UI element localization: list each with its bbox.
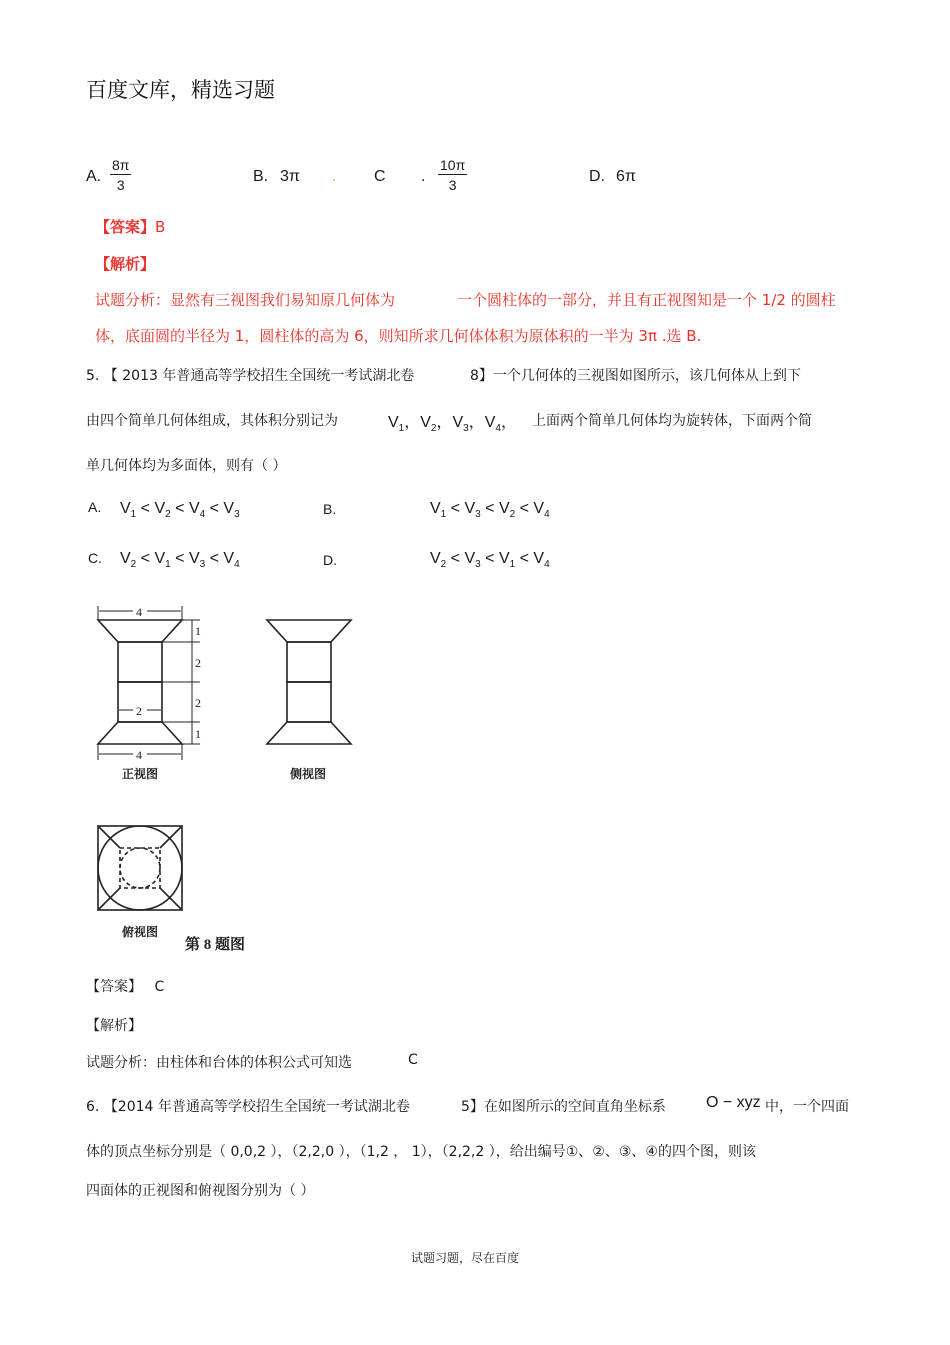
q4-option-a-label: A. — [86, 168, 102, 185]
page-header: 百度文库，精选习题 — [86, 78, 275, 102]
q5-line1b: 8】一个几何体的三视图如图所示，该几何体从上到下 — [470, 368, 801, 384]
side-view-drawing — [267, 620, 351, 744]
q5-option-d-label: D. — [323, 552, 337, 568]
q5-line2b: 上面两个简单几何体均为旋转体，下面两个简 — [532, 413, 812, 429]
q4-option-c-fraction — [438, 157, 467, 193]
q5-analysis-choice: C — [408, 1052, 418, 1068]
q4-answer-value: B — [155, 218, 166, 236]
q5-answer — [86, 976, 164, 996]
q6-line3: 四面体的正视图和俯视图分别为（ ） — [86, 1183, 315, 1199]
q5-line2a: 由四个简单几何体组成，其体积分别记为 — [86, 413, 338, 429]
q5-answer-label: 【答案】 — [86, 979, 142, 995]
q5-option-a-label: A. — [88, 499, 102, 515]
q5-line1a: 5. 【 2013 年普通高等学校招生全国统一考试湖北卷 — [86, 368, 415, 384]
q4-analysis-line1a: 试题分析：显然有三视图我们易知原几何体为 — [95, 291, 396, 309]
q5-option-d-expr: $V_2 < V_3 < V_1 < V_4$ — [430, 550, 550, 571]
q6-line1a: 6. 【2014 年普通高等学校招生全国统一考试湖北卷 — [86, 1099, 410, 1115]
dim-bottom-label: 4 — [136, 748, 142, 762]
q5-option-c-label: C. — [88, 550, 102, 566]
q4-option-b-value: 3π — [280, 168, 300, 185]
q5-option-b-label: B. — [323, 501, 337, 517]
q4-option-c-numerator: 10π — [440, 157, 466, 173]
q6-line1b: 5】在如图所示的空间直角坐标系 — [461, 1099, 666, 1115]
dim-right-4-label: 1 — [195, 727, 201, 741]
q5-option-b-expr: $V_1 < V_3 < V_2 < V_4$ — [430, 500, 550, 521]
q4-option-a-denominator: 3 — [116, 177, 125, 193]
q5-three-view-figure — [85, 598, 375, 958]
dim-right-1-label: 1 — [195, 624, 201, 638]
q4-option-c-denominator: 3 — [448, 177, 457, 193]
q4-answer — [95, 216, 165, 237]
side-view-caption: 侧视图 — [290, 767, 327, 781]
top-view-drawing — [98, 826, 182, 910]
q4-answer-label: 【答案】 — [95, 218, 156, 236]
q4-option-c-label: C — [374, 168, 386, 185]
q5-analysis-text: 试题分析：由柱体和台体的体积公式可知选 — [86, 1055, 352, 1071]
top-view-caption: 俯视图 — [122, 925, 159, 939]
q5-volumes-list: $V_1$，$V_2$，$V_3$，$V_4$， — [388, 414, 517, 435]
q6-coordinate-system: O − xyz — [706, 1094, 761, 1111]
q5-analysis-label: 【解析】 — [86, 1018, 142, 1034]
q5-option-a-expr: $V_1 < V_2 < V_4 < V_3$ — [120, 500, 240, 521]
q5-answer-value: C — [154, 979, 165, 995]
q4-analysis-line2: 体，底面圆的半径为 1，圆柱体的高为 6，则知所求几何体体积为原体积的一半为 3π .选 B. — [95, 327, 702, 345]
dim-mid-label: 2 — [136, 704, 142, 718]
dim-right-3-label: 2 — [195, 696, 201, 710]
front-view-caption: 正视图 — [122, 767, 159, 781]
page-footer: 试题习题，尽在百度 — [411, 1251, 520, 1265]
figure-caption: 第 8 题图 — [185, 937, 246, 953]
dim-top-label: 4 — [136, 605, 142, 619]
q6-line2: 体的顶点坐标分别是（ 0,0,2 ），（2,2,0 ），（1,2 ， 1），（2,2,2 ），给出编号①、②、③、④的四个图，则该 — [86, 1144, 756, 1160]
q5-option-c-expr: $V_2 < V_1 < V_3 < V_4$ — [120, 550, 240, 571]
q4-option-a-fraction — [110, 157, 131, 193]
q4-analysis-label: 【解析】 — [95, 255, 156, 273]
q4-option-a-numerator: 8π — [112, 157, 130, 173]
dim-right-2-label: 2 — [195, 656, 201, 670]
q4-option-c-dot: . — [421, 168, 426, 185]
q4-option-b-dot: . — [332, 168, 337, 185]
q6-line1c: 中，一个四面 — [765, 1099, 849, 1115]
q4-option-d-value: 6π — [616, 168, 636, 185]
q4-option-b-label: B. — [253, 168, 269, 185]
q5-line3: 单几何体均为多面体，则有（ ） — [86, 458, 287, 474]
q4-option-d-label: D. — [589, 168, 605, 185]
front-view-drawing — [98, 606, 200, 760]
q4-analysis-line1b: 一个圆柱体的一部分，并且有正视图知是一个 1/2 的圆柱 — [457, 291, 836, 309]
